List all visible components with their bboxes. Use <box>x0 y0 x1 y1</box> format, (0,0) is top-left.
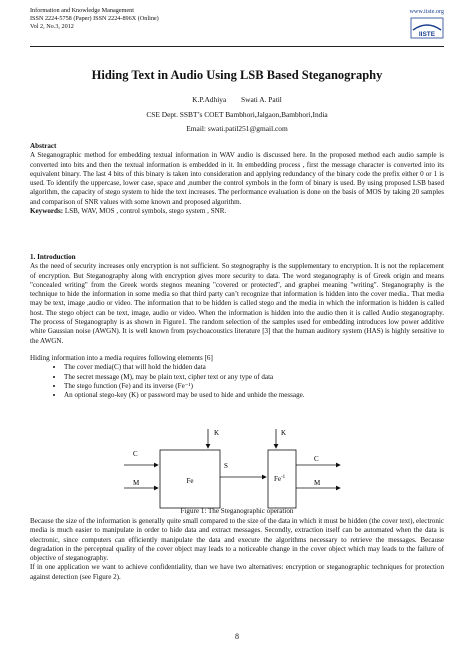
affiliation: CSE Dept. SSBT’s COET Bambhori,Jalgaon,Bambhori,India <box>146 110 328 119</box>
introduction-section <box>30 253 444 400</box>
stego-function-label: Fe <box>186 477 194 485</box>
cover-label-right: C <box>314 455 319 463</box>
keywords-text: LSB, WAV, MOS , control symbols, stego system , SNR. <box>63 207 227 216</box>
abstract-text: A Steganographic method for embedding textual information in WAV audio is discussed here. In the proposed method each audio sample is converted into bits and then the textual information is embedded in it. In embedding process , first the message character is converted into its equivalent binary. The last 4 bits of this binary is taken into consideration and applying redundancy of the binary code the prefix either 0 or 1 is used. To identify the uppercase, lower case, space and ,number the control symbols in the form of binary is used. By using proposed LSB based algorithm, the capacity of stego system to hide the text increases. The performance evaluation is done on the basis of MOS by taking 20 samples and comparison of SNR values with some known and proposed algorithm. <box>30 151 444 206</box>
key-label-left: K <box>214 429 220 437</box>
inverse-function-label: $Fe^{-1}$ <box>274 475 286 483</box>
website-link[interactable]: www.iiste.org <box>409 8 444 15</box>
paragraph: Because the size of the information is generally quite small compared to the size of the data in which it must be hidden (the cover text), electronic media is much easier to manipulate in order to hide data and extract messages. Secondly, extraction itself can be automated when the data is electronic, since computers can efficiently manipulate the data and execute the algorithms necessary to retrieve the messages. Because degradation in the perceptual quality of the cover object may leads to a noticeable change in the cover object which may leads to the failure of objective of steganography. <box>30 517 444 563</box>
cover-label-left: C <box>133 450 138 458</box>
abstract-heading: Abstract <box>30 142 57 150</box>
keywords <box>30 207 444 216</box>
message-label-right: M <box>314 479 321 487</box>
volume: Vol 2, No.3, 2012 <box>30 23 74 30</box>
stego-object-label: S <box>224 462 228 470</box>
steganography-diagram <box>118 426 356 510</box>
list-item: • The stego function (Fe) and its inverse (Fe⁻¹) <box>64 382 444 391</box>
email: Email: swati.patil251@gmail.com <box>186 124 288 133</box>
message-label-left: M <box>133 479 140 487</box>
iiste-logo-icon <box>410 17 444 39</box>
elements-list <box>30 363 444 400</box>
intro-paragraph-1: As the need of security increases only encryption is not sufficient. So stegnography is the supplementary to encryption. It is not the replacement of encryption. But Steganography along with encryption gives more security to data. The word steganography is of Greek origin and means "concealed writing" from the Greek words stegnos meaning "covered or protected", and graphei meaning "writing". Steganography is the technique to hide the information in some media so that third party can’t recognize that information is hidden into the cover media.. That media may be text, image ,audio or video. The information that to be hidden is called stego and the media in which the information is hidden is called host. The stego object can be text, image, audio or video. When the information is hidden into the audio then it is called Audio steganography. The process of Steganography is as shown in Figure1. The random selection of the samples used for embedding introduces low power additive white Gaussian noise (AWGN). It is well known from psychoacoustics literature [3] that the human auditory system (HAS) is highly sensitive to the AWGN. <box>30 262 444 345</box>
post-figure-section <box>30 517 444 582</box>
list-item: • An optional stego-key (K) or password may be used to hide and unhide the message. <box>64 391 444 400</box>
page-number: 8 <box>235 632 239 641</box>
journal-name: Information and Knowledge Management <box>30 7 134 14</box>
list-item: • The secret message (M), may be plain text, cipher text or any type of data <box>64 373 444 382</box>
paper-title: Hiding Text in Audio Using LSB Based Steganography <box>91 68 383 82</box>
intro-heading: 1. Introduction <box>30 253 76 261</box>
issn: ISSN 2224-5758 (Paper) ISSN 2224-896X (Online) <box>30 15 159 22</box>
list-item: • The cover media(C) that will hold the hidden data <box>64 363 444 372</box>
figure-caption: Figure 1: The Steganographic operation <box>180 507 294 515</box>
paragraph: If in one application we want to achieve confidentiality, than we have two alternatives: encryption or steganographic techniques for protection against detection (see Figure 2). <box>30 563 444 581</box>
key-label-right: K <box>281 429 287 437</box>
intro-paragraph-2: Hiding information into a media requires following elements [6] <box>30 353 213 362</box>
svg-text:IISTE: IISTE <box>418 31 436 38</box>
abstract-section <box>30 142 444 216</box>
authors: K.P.Adhiya Swati A. Patil <box>192 95 282 104</box>
header-rule <box>30 46 444 47</box>
keywords-label: Keywords: <box>30 207 64 216</box>
